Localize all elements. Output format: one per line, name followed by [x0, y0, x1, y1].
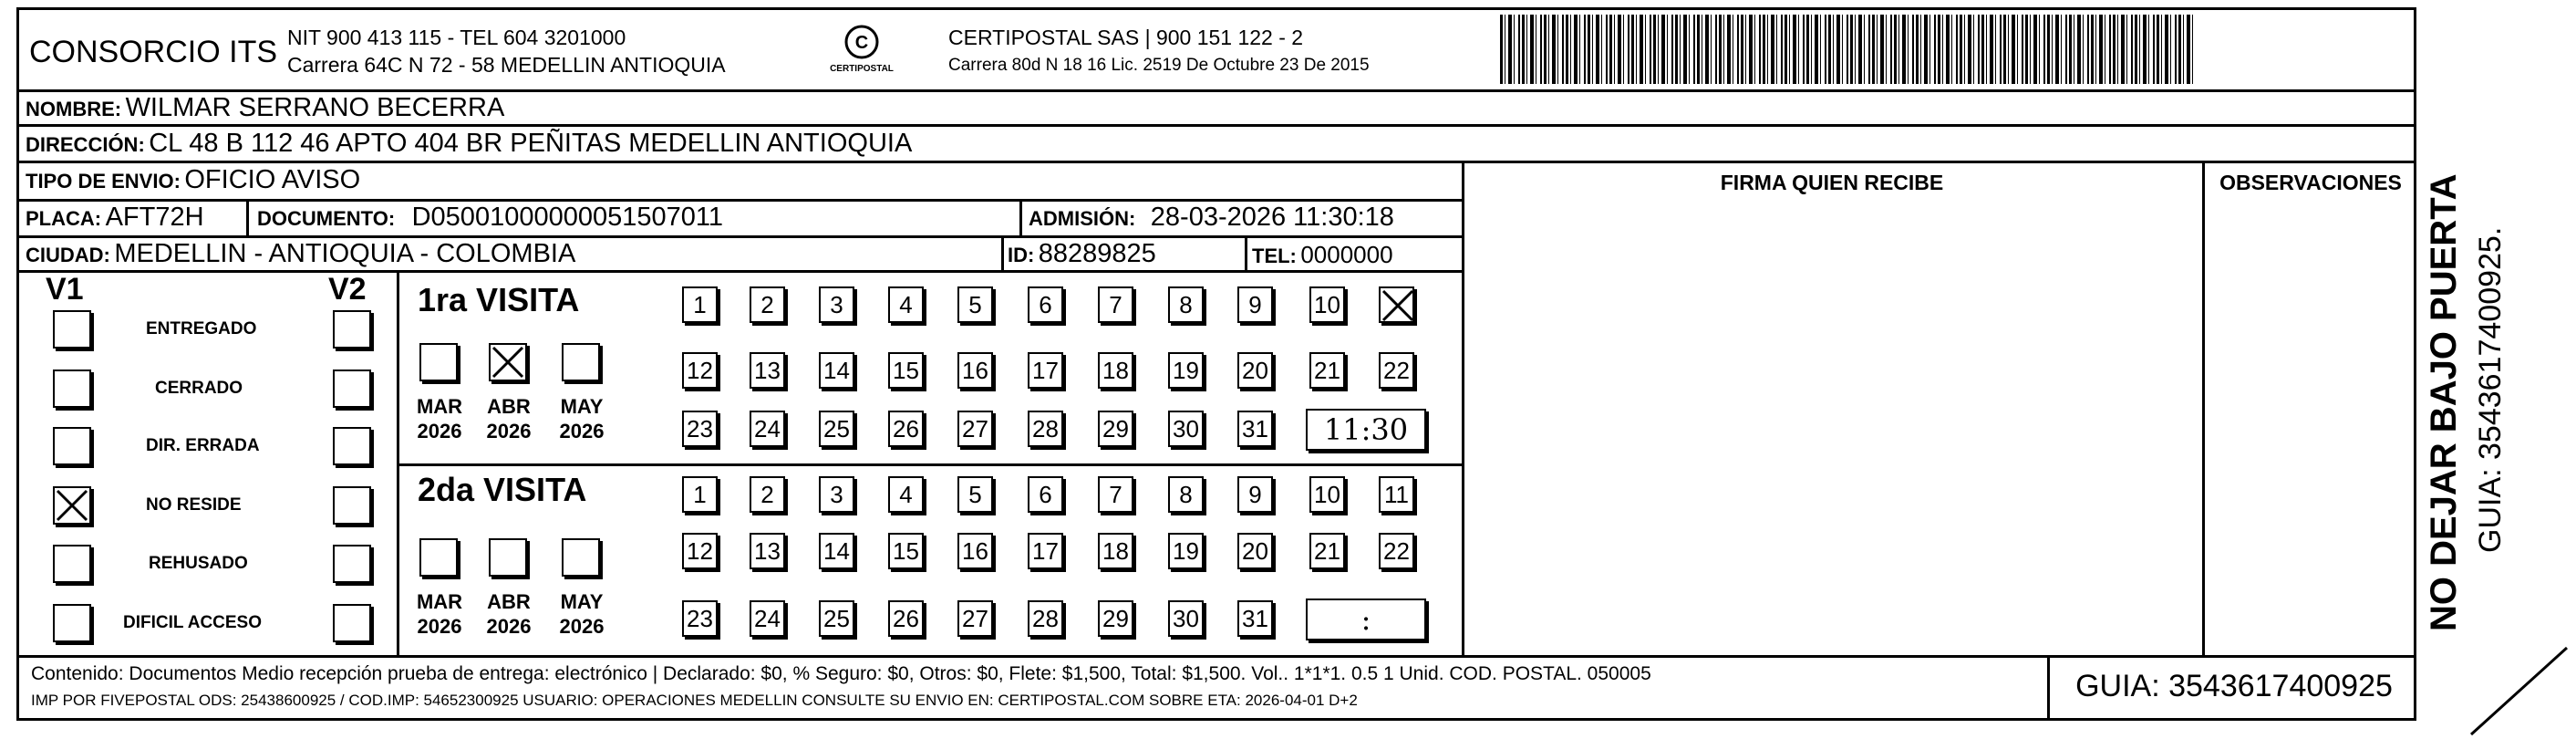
second-visit-day-box[interactable]: 7: [1098, 476, 1133, 513]
second-visit-day-box[interactable]: 3: [819, 476, 854, 513]
direccion-label: DIRECCIÓN:: [26, 133, 145, 156]
status-v1-checkbox[interactable]: [53, 310, 91, 349]
first-visit-time-box[interactable]: 11:30: [1306, 409, 1426, 451]
second-visit-title: 2da VISITA: [418, 471, 587, 508]
first-visit-day-box[interactable]: [1379, 286, 1414, 323]
second-visit-day-box[interactable]: 31: [1237, 600, 1273, 637]
second-visit-day-box[interactable]: 2: [750, 476, 785, 513]
second-visit-day-box[interactable]: 24: [750, 600, 785, 637]
first-visit-month-label: MAY: [560, 395, 604, 418]
first-visit-day-box[interactable]: 30: [1168, 411, 1204, 447]
first-visit-month-label: ABR: [487, 395, 531, 418]
status-v2-checkbox[interactable]: [333, 427, 371, 465]
second-visit-day-box[interactable]: 10: [1309, 476, 1345, 513]
status-v2-checkbox[interactable]: [333, 310, 371, 349]
status-v1-checkbox[interactable]: [53, 486, 91, 525]
status-v2-checkbox[interactable]: [333, 486, 371, 525]
status-label: NO RESIDE: [146, 495, 242, 515]
second-visit-month-label: MAR: [416, 590, 463, 613]
first-visit-day-box[interactable]: 13: [750, 352, 785, 389]
certipostal-line1: CERTIPOSTAL SAS | 900 151 122 - 2: [948, 26, 1304, 49]
second-visit-day-box[interactable]: 26: [888, 600, 924, 637]
first-visit-month-label: MAR: [416, 395, 463, 418]
second-visit-day-box[interactable]: 12: [682, 533, 718, 569]
ciudad-value: MEDELLIN - ANTIOQUIA - COLOMBIA: [114, 239, 576, 268]
nombre-label: NOMBRE:: [26, 98, 122, 120]
first-visit-day-box[interactable]: 8: [1168, 286, 1204, 323]
first-visit-day-box[interactable]: 23: [682, 411, 718, 447]
status-label: DIFICIL ACCESO: [123, 613, 263, 632]
company-nit: NIT 900 413 115 - TEL 604 3201000: [287, 26, 626, 49]
admision-value: 28-03-2026 11:30:18: [1150, 203, 1394, 232]
second-visit-day-box[interactable]: 21: [1309, 533, 1345, 569]
status-label: CERRADO: [155, 379, 243, 398]
first-visit-year-label: 2026: [486, 420, 532, 442]
v1-label: V1: [46, 272, 84, 307]
status-label: DIR. ERRADA: [146, 436, 260, 455]
second-visit-month-checkbox-mar[interactable]: [419, 538, 458, 577]
second-visit-day-box[interactable]: 30: [1168, 600, 1204, 637]
no-dejar-bajo-puerta: NO DEJAR BAJO PUERTA: [2424, 173, 2464, 631]
first-visit-title: 1ra VISITA: [418, 281, 580, 318]
status-v1-checkbox[interactable]: [53, 604, 91, 642]
tipo-label: TIPO DE ENVIO:: [26, 170, 181, 193]
company-name: CONSORCIO ITS: [29, 35, 278, 69]
second-visit-day-box[interactable]: 16: [957, 533, 993, 569]
first-visit-day-box[interactable]: 14: [819, 352, 854, 389]
first-visit-day-box[interactable]: 2: [750, 286, 785, 323]
first-visit-day-box[interactable]: 19: [1168, 352, 1204, 389]
second-visit-year-label: 2026: [417, 615, 462, 638]
documento-value: D05001000000051507011: [411, 203, 723, 232]
nombre-value: WILMAR SERRANO BECERRA: [125, 93, 505, 122]
second-visit-day-box[interactable]: 14: [819, 533, 854, 569]
second-visit-day-box[interactable]: 25: [819, 600, 854, 637]
second-visit-year-label: 2026: [486, 615, 532, 638]
second-visit-day-box[interactable]: 6: [1028, 476, 1063, 513]
barcode: [1500, 15, 2193, 84]
ciudad-label: CIUDAD:: [26, 244, 110, 266]
imp-text: IMP POR FIVEPOSTAL ODS: 25438600925 / COD.IMP: 54652300925 USUARIO: OPERACIONES MEDELLIN CONSULTE SU ENVIO EN: CERTIPOSTAL.COM SOBRE ETA: 2026-04-01 D+2: [31, 692, 1358, 709]
status-v2-checkbox[interactable]: [333, 370, 371, 408]
first-visit-day-box[interactable]: 10: [1309, 286, 1345, 323]
status-v1-checkbox[interactable]: [53, 545, 91, 583]
first-visit-day-box[interactable]: 21: [1309, 352, 1345, 389]
observaciones-label: OBSERVACIONES: [2219, 171, 2402, 194]
first-visit-day-box[interactable]: 6: [1028, 286, 1063, 323]
first-visit-day-box[interactable]: 4: [888, 286, 924, 323]
first-visit-day-box[interactable]: 26: [888, 411, 924, 447]
second-visit-day-box[interactable]: 27: [957, 600, 993, 637]
first-visit-year-label: 2026: [559, 420, 605, 442]
company-address: Carrera 64C N 72 - 58 MEDELLIN ANTIOQUIA: [287, 53, 726, 77]
second-visit-month-label: ABR: [487, 590, 531, 613]
tel-value: 0000000: [1300, 241, 1393, 268]
second-visit-day-box[interactable]: 8: [1168, 476, 1204, 513]
id-value: 88289825: [1038, 239, 1156, 268]
first-visit-day-box[interactable]: 1: [682, 286, 718, 323]
certipostal-line2: Carrera 80d N 18 16 Lic. 2519 De Octubre 23 De 2015: [948, 56, 1370, 75]
second-visit-day-box[interactable]: 13: [750, 533, 785, 569]
first-visit-day-box[interactable]: 28: [1028, 411, 1063, 447]
firma-label: FIRMA QUIEN RECIBE: [1720, 171, 1944, 194]
v2-label: V2: [328, 272, 367, 307]
second-visit-day-box[interactable]: 18: [1098, 533, 1133, 569]
first-visit-day-box[interactable]: 16: [957, 352, 993, 389]
second-visit-day-box[interactable]: 1: [682, 476, 718, 513]
first-visit-day-box[interactable]: 25: [819, 411, 854, 447]
second-visit-day-box[interactable]: 5: [957, 476, 993, 513]
svg-text:C: C: [854, 33, 869, 53]
first-visit-month-checkbox-may[interactable]: [562, 343, 600, 381]
first-visit-day-box[interactable]: 20: [1237, 352, 1273, 389]
second-visit-day-box[interactable]: 20: [1237, 533, 1273, 569]
second-visit-time-box[interactable]: :: [1306, 598, 1426, 640]
status-label: ENTREGADO: [146, 319, 257, 338]
direccion-value: CL 48 B 112 46 APTO 404 BR PEÑITAS MEDELLIN ANTIOQUIA: [149, 129, 913, 158]
status-v1-checkbox[interactable]: [53, 370, 91, 408]
certipostal-logo: [825, 20, 898, 84]
status-v2-checkbox[interactable]: [333, 545, 371, 583]
status-label: REHUSADO: [149, 554, 248, 573]
placa-label: PLACA:: [26, 207, 102, 230]
first-visit-day-box[interactable]: 17: [1028, 352, 1063, 389]
second-visit-day-box[interactable]: 4: [888, 476, 924, 513]
first-visit-day-box[interactable]: 15: [888, 352, 924, 389]
first-visit-day-box[interactable]: 9: [1237, 286, 1273, 323]
second-visit-day-box[interactable]: 15: [888, 533, 924, 569]
first-visit-day-box[interactable]: 27: [957, 411, 993, 447]
corner-mark: [2462, 639, 2576, 739]
second-visit-day-box[interactable]: 19: [1168, 533, 1204, 569]
first-visit-day-box[interactable]: 18: [1098, 352, 1133, 389]
second-visit-day-box[interactable]: 28: [1028, 600, 1063, 637]
first-visit-day-box[interactable]: 29: [1098, 411, 1133, 447]
second-visit-month-checkbox-may[interactable]: [562, 538, 600, 577]
placa-value: AFT72H: [105, 203, 204, 232]
status-v1-checkbox[interactable]: [53, 427, 91, 465]
second-visit-month-label: MAY: [560, 590, 604, 613]
side-guia: GUIA: 3543617400925.: [2473, 226, 2508, 553]
first-visit-day-box[interactable]: 24: [750, 411, 785, 447]
second-visit-day-box[interactable]: 17: [1028, 533, 1063, 569]
first-visit-day-box[interactable]: 12: [682, 352, 718, 389]
second-visit-year-label: 2026: [559, 615, 605, 638]
first-visit-month-checkbox-mar[interactable]: [419, 343, 458, 381]
first-visit-day-box[interactable]: 22: [1379, 352, 1414, 389]
logo-text: CERTIPOSTAL: [830, 64, 894, 74]
tel-label: TEL:: [1252, 245, 1297, 267]
second-visit-day-box[interactable]: 22: [1379, 533, 1414, 569]
second-visit-day-box[interactable]: 29: [1098, 600, 1133, 637]
second-visit-month-checkbox-abr[interactable]: [489, 538, 527, 577]
contenido-text: Contenido: Documentos Medio recepción prueba de entrega: electrónico | Declarado: $0, % Seguro: $0, Otros: $0, Flete: $1,500, Total: $1,500. Vol.. 1*1*1. 0.5 1 Unid. COD. POSTAL. 050005: [31, 663, 1651, 684]
second-visit-day-box[interactable]: 23: [682, 600, 718, 637]
documento-label: DOCUMENTO:: [257, 207, 396, 230]
first-visit-month-checkbox-abr[interactable]: [489, 343, 527, 381]
second-visit-day-box[interactable]: 9: [1237, 476, 1273, 513]
footer-guia: GUIA: 3543617400925: [2075, 669, 2393, 703]
status-v2-checkbox[interactable]: [333, 604, 371, 642]
first-visit-day-box[interactable]: 7: [1098, 286, 1133, 323]
tipo-value: OFICIO AVISO: [184, 165, 361, 194]
first-visit-day-box[interactable]: 31: [1237, 411, 1273, 447]
first-visit-day-box[interactable]: 3: [819, 286, 854, 323]
first-visit-day-box[interactable]: 5: [957, 286, 993, 323]
second-visit-day-box[interactable]: 11: [1379, 476, 1414, 513]
id-label: ID:: [1008, 244, 1035, 266]
first-visit-year-label: 2026: [417, 420, 462, 442]
admision-label: ADMISIÓN:: [1029, 207, 1136, 230]
